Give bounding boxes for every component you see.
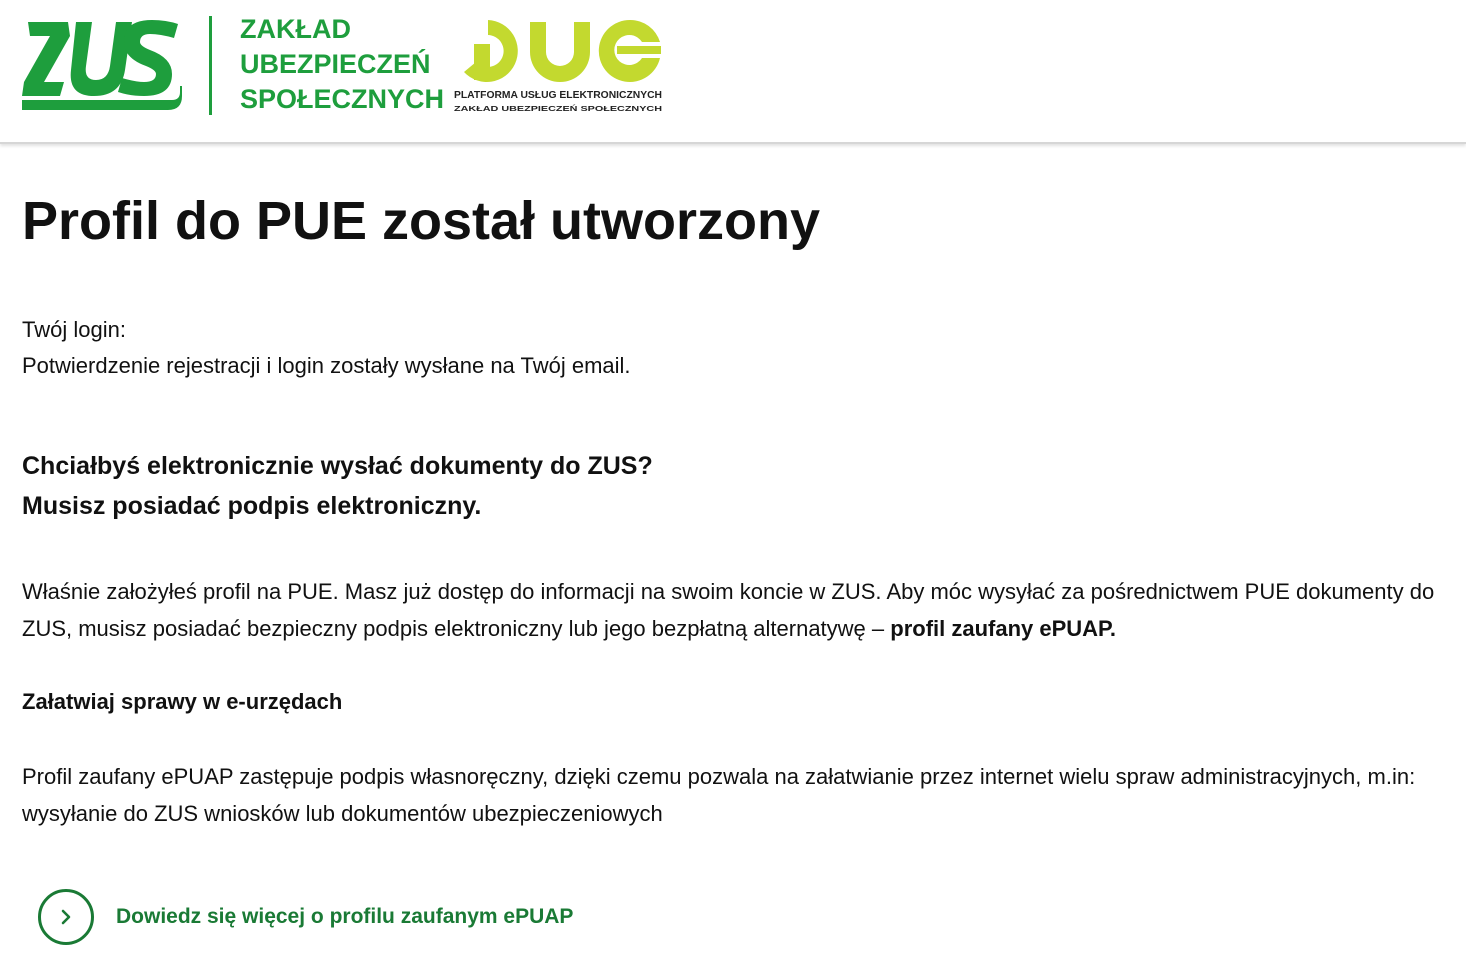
site-header bbox=[0, 0, 1466, 144]
pue-tagline: PLATFORMA USŁUG ELEKTRONICZNYCH bbox=[454, 89, 662, 101]
trusted-profile-emphasis: profil zaufany ePUAP. bbox=[890, 616, 1117, 641]
chevron-circle-button[interactable] bbox=[38, 889, 94, 945]
trusted-profile-paragraph: Profil zaufany ePUAP zastępuje podpis własnoręczny, dzięki czemu pozwala na załatwianie przez internet wielu spraw administracyjnych, m.in: wysyłanie do ZUS wniosków lub dokumentów ubezpieczeniowych bbox=[22, 764, 1416, 826]
chevron-right-icon bbox=[57, 908, 75, 926]
section-heading: Załatwiaj sprawy w e-urzędach bbox=[22, 689, 343, 714]
login-confirmation-text: Potwierdzenie rejestracji i login zostały wysłane na Twój email. bbox=[22, 353, 631, 378]
profile-info-text: Właśnie założyłeś profil na PUE. Masz już dostęp do informacji na swoim koncie w ZUS. Aby móc wysyłać za pośrednictwem PUE dokumenty do ZUS, musisz posiadać bezpieczny podpis elektroniczny lub jego bezpłatną alternatywę – bbox=[22, 579, 1435, 641]
pue-logo[interactable] bbox=[452, 14, 664, 116]
zus-logo[interactable] bbox=[22, 16, 182, 112]
org-name-line-3: SPOŁECZNYCH bbox=[240, 84, 445, 114]
question-line-2: Musisz posiadać podpis elektroniczny. bbox=[22, 492, 482, 520]
login-label: Twój login: bbox=[22, 317, 126, 342]
org-name-line-2: UBEZPIECZEŃ bbox=[240, 49, 431, 79]
learn-more-link-label[interactable]: Dowiedz się więcej o profilu zaufanym ePUAP bbox=[116, 905, 574, 928]
learn-more-link[interactable] bbox=[38, 886, 573, 948]
organization-name bbox=[240, 12, 444, 117]
page-title: Profil do PUE został utworzony bbox=[22, 191, 821, 251]
question-line-1: Chciałbyś elektronicznie wysłać dokumenty do ZUS? bbox=[22, 452, 653, 480]
profile-info-paragraph bbox=[22, 573, 1442, 647]
org-name-line-1: ZAKŁAD bbox=[240, 14, 351, 44]
pue-subtagline: ZAKŁAD UBEZPIECZEŃ SPOŁECZNYCH bbox=[454, 104, 662, 113]
login-info bbox=[22, 312, 631, 384]
e-signature-question bbox=[22, 446, 653, 526]
logo-divider bbox=[209, 16, 212, 115]
